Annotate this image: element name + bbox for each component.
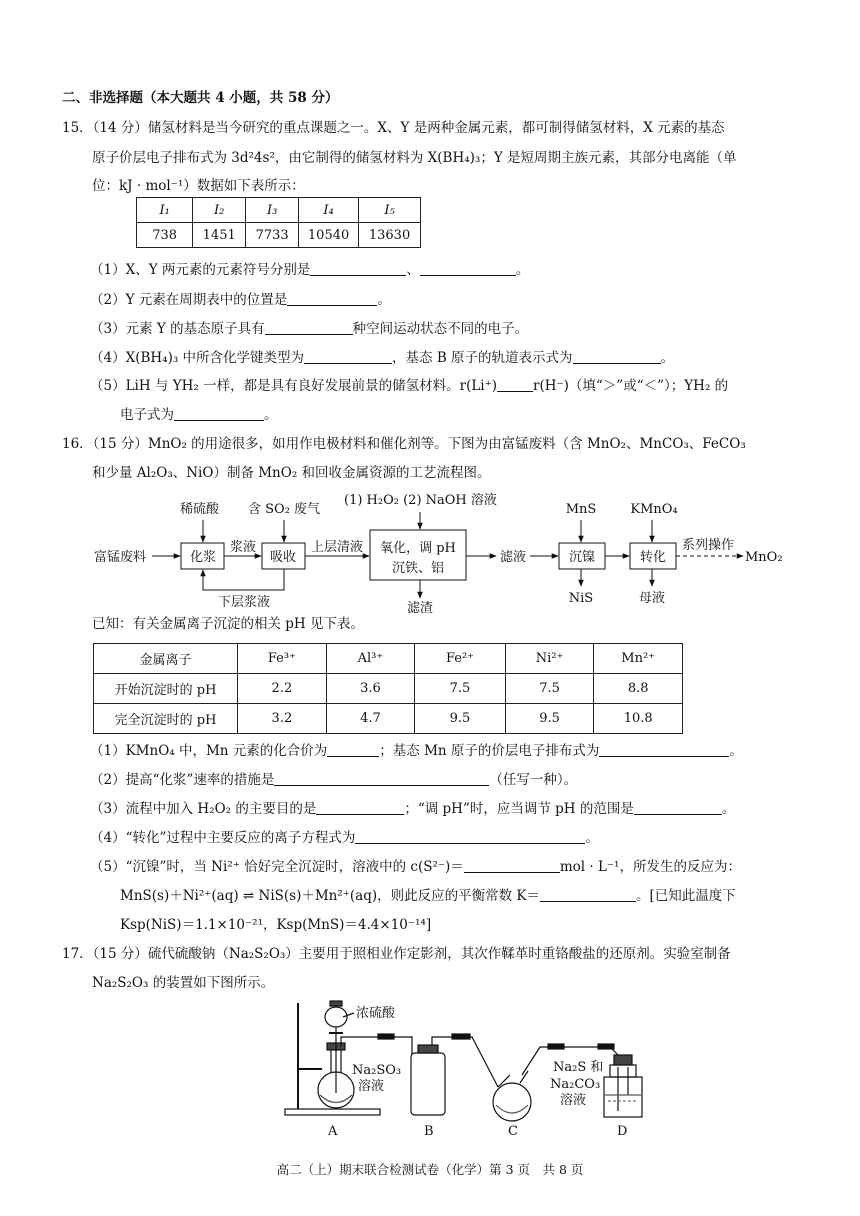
table-header-cell: Fe²⁺ xyxy=(415,644,506,674)
q15-sub-5: （5）LiH 与 YH₂ 一样，都是具有良好发展前景的储氢材料。r(Li⁺) r(H⁻)（填“＞”或“＜”）；YH₂ 的 xyxy=(90,378,729,394)
answer-blank[interactable] xyxy=(497,377,533,392)
flow-nis: NiS xyxy=(568,591,594,606)
apparatus-acid: 浓硫酸 xyxy=(356,1006,396,1021)
flask-c xyxy=(493,1083,531,1121)
flow-gas: 含 SO₂ 废气 xyxy=(248,502,321,517)
table-cell: 4.7 xyxy=(326,704,415,734)
flow-mother: 母液 xyxy=(638,591,666,606)
q16-known: 已知：有关金属离子沉淀的相关 pH 见下表。 xyxy=(92,616,364,632)
table-row xyxy=(137,223,421,248)
answer-blank[interactable] xyxy=(599,742,729,757)
flow-ox-line-2: 沉铁、铝 xyxy=(391,561,445,576)
table-cell: 3.6 xyxy=(326,674,415,704)
q15-line-1: 15．（14 分）储氢材料是当今研究的重点课题之一。X、Y 是两种金属元素，都可制得储氢材料，X 元素的基态 xyxy=(62,120,725,136)
apparatus-sol-c-3: 溶液 xyxy=(560,1093,587,1108)
table-cell: 7.5 xyxy=(415,674,506,704)
process-flow-diagram xyxy=(0,480,860,615)
q15-sub-4: （4）X(BH₄)₃ 中所含化学键类型为 ，基态 B 原子的轨道表示式为 。 xyxy=(90,350,675,366)
table-cell: 9.5 xyxy=(505,704,594,734)
flow-slurry-box: 化浆 xyxy=(189,550,217,565)
apparatus-label-d: D xyxy=(617,1124,628,1139)
table-cell: 8.8 xyxy=(594,674,683,704)
table-cell: 2.2 xyxy=(238,674,327,704)
table-cell: 7733 xyxy=(246,223,299,248)
table-header-cell: I₅ xyxy=(359,198,421,223)
table-row xyxy=(94,674,683,704)
ph-table xyxy=(93,643,683,734)
q15-sub-5-cont: 电子式为 。 xyxy=(120,407,278,423)
table-header-cell: Fe³⁺ xyxy=(238,644,327,674)
flow-lower: 下层浆液 xyxy=(217,595,271,610)
bottle-b xyxy=(411,1053,445,1115)
flow-kmno4: KMnO₄ xyxy=(630,502,678,517)
table-cell: 10540 xyxy=(299,223,359,248)
flow-conv-box: 转化 xyxy=(639,550,667,565)
answer-blank[interactable] xyxy=(634,800,722,815)
apparatus-sol-c-1: Na₂S 和 xyxy=(553,1060,604,1075)
flow-filtrate: 滤液 xyxy=(499,550,527,565)
answer-blank[interactable] xyxy=(304,349,392,364)
q15-line-3: 位：kJ · mol⁻¹）数据如下表所示： xyxy=(92,178,305,194)
flow-absorb-box: 吸收 xyxy=(269,550,297,565)
flow-arrow-slurry: 浆液 xyxy=(229,540,257,555)
q16-sub-1: （1）KMnO₄ 中，Mn 元素的化合价为 ；基态 Mn 原子的价层电子排布式为 。 xyxy=(90,743,743,759)
q17-line-2: Na₂S₂O₃ 的装置如下图所示。 xyxy=(92,975,275,991)
table-cell: 完全沉淀时的 pH xyxy=(94,704,238,734)
q15-sub-1: （1）X、Y 两元素的元素符号分别是 、 。 xyxy=(90,262,530,278)
answer-blank[interactable] xyxy=(316,800,404,815)
answer-blank[interactable] xyxy=(420,261,516,276)
table-header-cell: I₄ xyxy=(299,198,359,223)
stand-base xyxy=(285,1109,380,1115)
q16-sub-4: （4）“转化”过程中主要反应的离子方程式为 。 xyxy=(90,830,599,846)
table-header-cell: I₁ xyxy=(137,198,193,223)
q15-sub-2: （2）Y 元素在周期表中的位置是 。 xyxy=(90,292,391,308)
answer-blank[interactable] xyxy=(464,858,560,873)
table-header-cell: 金属离子 xyxy=(94,644,238,674)
answer-blank[interactable] xyxy=(327,742,379,757)
answer-blank[interactable] xyxy=(265,320,353,335)
table-cell: 10.8 xyxy=(594,704,683,734)
table-row xyxy=(94,704,683,734)
q16-sub-3: （3）流程中加入 H₂O₂ 的主要目的是 ；“调 pH”时，应当调节 pH 的范围是 。 xyxy=(90,801,736,817)
apparatus-sol-a-1: Na₂SO₃ xyxy=(352,1063,402,1078)
apparatus-label-a: A xyxy=(328,1124,338,1139)
q16-sub-2: （2）提高“化浆”速率的措施是 （任写一种）。 xyxy=(90,772,578,788)
flow-ox-line-1: 氧化，调 pH xyxy=(380,541,456,556)
answer-blank[interactable] xyxy=(274,771,489,786)
flow-upper: 上层清液 xyxy=(310,540,364,555)
flow-ni-box: 沉镍 xyxy=(568,550,596,565)
answer-blank[interactable] xyxy=(573,349,661,364)
q16-line-1: 16．（15 分）MnO₂ 的用途很多，如用作电极材料和催化剂等。下图为由富锰废料（含 MnO₂、MnCO₃、FeCO₃ xyxy=(62,436,746,452)
table-cell: 7.5 xyxy=(505,674,594,704)
flow-reagents: (1) H₂O₂ (2) NaOH 溶液 xyxy=(344,493,497,508)
table-cell: 1451 xyxy=(193,223,246,248)
table-header-cell: Mn²⁺ xyxy=(594,644,683,674)
table-cell: 9.5 xyxy=(415,704,506,734)
flow-feed: 富锰废料 xyxy=(94,550,147,565)
answer-blank[interactable] xyxy=(540,887,636,902)
flow-mns: MnS xyxy=(565,502,597,517)
q15-sub-3: （3）元素 Y 的基态原子具有 种空间运动状态不同的电子。 xyxy=(90,321,529,337)
q17-line-1: 17．（15 分）硫代硫酸钠（Na₂S₂O₃）主要用于照相业作定影剂，其次作鞣革时重铬酸盐的还原剂。实验室制备 xyxy=(62,946,731,962)
apparatus-sol-a-2: 溶液 xyxy=(358,1079,385,1094)
table-cell: 738 xyxy=(137,223,193,248)
answer-blank[interactable] xyxy=(355,829,585,844)
table-cell: 13630 xyxy=(359,223,421,248)
table-row xyxy=(137,198,421,223)
answer-blank[interactable] xyxy=(310,261,406,276)
section-title: 二、非选择题（本大题共 4 小题，共 58 分） xyxy=(62,90,339,106)
table-header-cell: I₂ xyxy=(193,198,246,223)
q16-sub-5-ksp: Ksp(NiS)＝1.1×10⁻²¹，Ksp(MnS)＝4.4×10⁻¹⁴] xyxy=(120,917,432,933)
flow-ops: 系列操作 xyxy=(681,538,735,553)
table-header-cell: I₃ xyxy=(246,198,299,223)
apparatus-diagram xyxy=(0,995,860,1145)
table-cell: 3.2 xyxy=(238,704,327,734)
beaker-d xyxy=(604,1077,642,1117)
q16-line-2: 和少量 Al₂O₃、NiO）制备 MnO₂ 和回收金属资源的工艺流程图。 xyxy=(92,465,491,481)
q16-sub-5: （5）“沉镍”时，当 Ni²⁺ 恰好完全沉淀时，溶液中的 c(S²⁻)＝ mol · L⁻¹，所发生的反应为： xyxy=(90,859,741,875)
apparatus-label-c: C xyxy=(508,1124,518,1139)
flow-acid: 稀硫酸 xyxy=(180,502,220,517)
table-header-cell: Ni²⁺ xyxy=(505,644,594,674)
apparatus-label-b: B xyxy=(424,1124,434,1139)
flow-product: MnO₂ xyxy=(745,550,783,565)
flow-residue: 滤渣 xyxy=(406,601,434,616)
apparatus-sol-c-2: Na₂CO₃ xyxy=(550,1077,601,1092)
page-footer: 高二（上）期末联合检测试卷（化学）第 3 页 共 8 页 xyxy=(276,1162,584,1177)
ionization-energy-table xyxy=(136,197,421,248)
answer-blank[interactable] xyxy=(174,406,264,421)
q16-sub-5-reaction: MnS(s)＋Ni²⁺(aq) ⇌ NiS(s)＋Mn²⁺(aq)，则此反应的平衡常数 K＝ 。[已知此温度下 xyxy=(120,888,736,904)
table-cell: 开始沉淀时的 pH xyxy=(94,674,238,704)
answer-blank[interactable] xyxy=(287,291,377,306)
table-row xyxy=(94,644,683,674)
table-header-cell: Al³⁺ xyxy=(326,644,415,674)
q15-line-2: 原子价层电子排布式为 3d²4s²，由它制得的储氢材料为 X(BH₄)₃；Y 是短周期主族元素，其部分电离能（单 xyxy=(92,150,737,166)
